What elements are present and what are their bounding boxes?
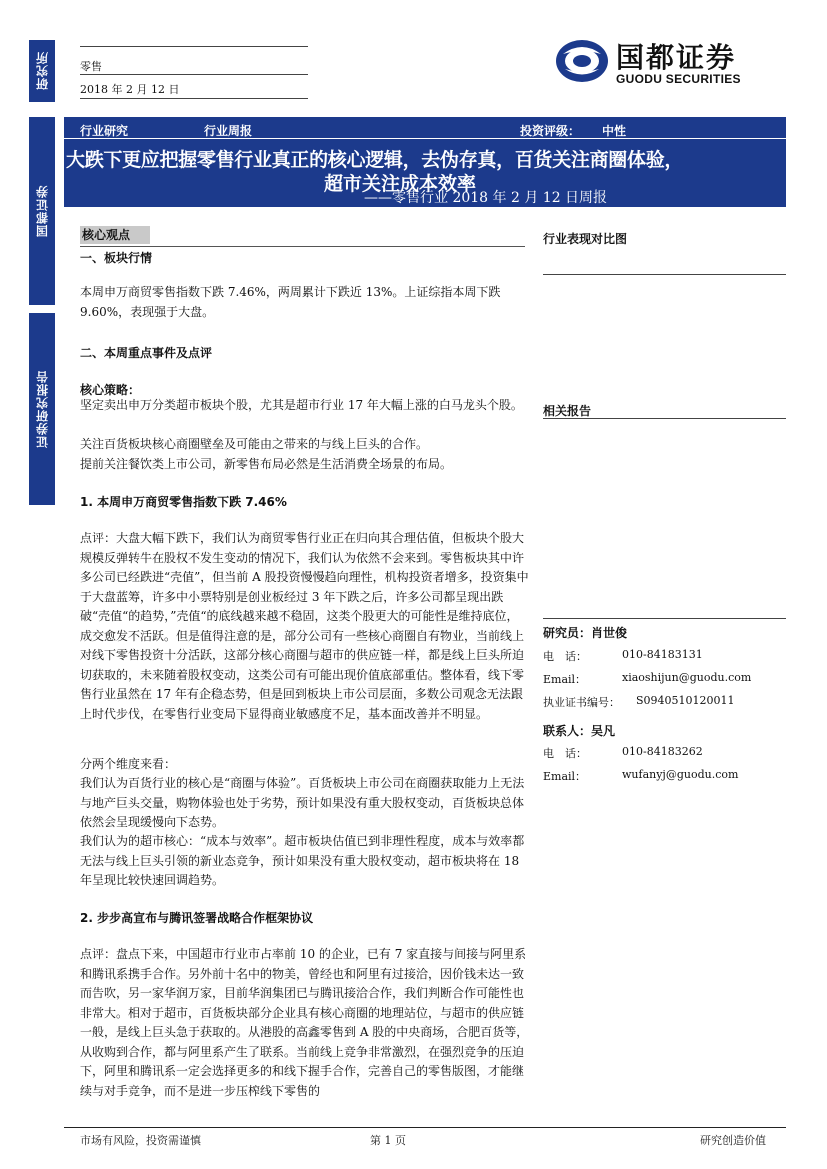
header-rule-bottom xyxy=(80,98,308,99)
section-title-market: 一、板块行情 xyxy=(80,251,153,265)
report-type: 行业周报 xyxy=(204,124,253,138)
logo-mark-icon xyxy=(553,34,611,88)
related-reports-rule-top xyxy=(543,418,786,419)
strategy-item-1: 坚定卖出申万分类超市板块个股，尤其是超市行业 17 年大幅上涨的白马龙头个股。 xyxy=(80,398,523,412)
analyst-email-label: Email： xyxy=(543,673,587,686)
contact-phone: 010-84183262 xyxy=(622,745,703,758)
event-1-title: 1. 本周申万商贸零售指数下跌 7.46% xyxy=(80,495,287,509)
report-title-line2: 超市关注成本效率 xyxy=(324,173,477,195)
perf-chart-rule xyxy=(543,274,786,275)
event-2-title: 2. 步步高宣布与腾讯签署战略合作框架协议 xyxy=(80,911,314,925)
event-1-department-store: 我们认为百货行业的核心是“商圈与体验”。百货板块上市公司在商圈获取能力上无法与地产巨头交量，购物体验也处于劣势，预计如果没有重大股权变动，百货板块总体依然会呈现缓慢向下态势。 xyxy=(80,776,525,829)
company-logo xyxy=(553,34,758,90)
analyst-phone-label: 电 话： xyxy=(543,650,587,663)
strategy-item-2: 关注百货板块核心商圈壁垒及可能由之带来的与线上巨头的合作。 xyxy=(80,437,429,451)
rating-label: 投资评级： xyxy=(520,124,581,138)
logo-name-cn: 国都证券 xyxy=(616,41,737,74)
cert-number: S0940510120011 xyxy=(636,694,735,707)
contact-phone-label: 电 话： xyxy=(543,747,587,760)
side-tab-label: 国都证券 xyxy=(35,185,50,237)
contact-name: 联系人：吴凡 xyxy=(543,724,616,738)
side-tab-label: 研究所 xyxy=(35,51,50,91)
strategy-item-3: 提前关注餐饮类上市公司，新零售布局必然是生活消费全场景的布局。 xyxy=(80,457,453,471)
footer-slogan: 研究创造价值 xyxy=(700,1134,766,1147)
market-summary: 本周申万商贸零售指数下跌 7.46%，两周累计下跌近 13%。上证综指本周下跌 9.60%，表现强于大盘。 xyxy=(80,285,501,319)
logo-name-en: GUODU SECURITIES xyxy=(616,72,741,86)
contact-email-label: Email： xyxy=(543,770,587,783)
report-category: 行业研究 xyxy=(80,124,129,138)
section-title-events: 二、本周重点事件及点评 xyxy=(80,346,213,360)
header-date: 2018 年 2 月 12 日 xyxy=(80,83,180,96)
related-reports-title: 相关报告 xyxy=(543,404,592,418)
side-tab-report-type xyxy=(29,313,55,505)
contact-email[interactable]: wufanyj@guodu.com xyxy=(622,768,739,781)
core-view-label: 核心观点 xyxy=(80,226,150,244)
footer-risk-note: 市场有风险，投资需谨慎 xyxy=(80,1134,201,1147)
rating-value: 中性 xyxy=(602,124,627,138)
cert-label: 执业证书编号： xyxy=(543,696,620,709)
related-reports-rule-bottom xyxy=(543,618,786,619)
header-sector: 零售 xyxy=(80,60,102,73)
report-subtitle: ——零售行业 2018 年 2 月 12 日周报 xyxy=(364,190,608,206)
side-tab-company xyxy=(29,117,55,305)
title-band xyxy=(64,117,786,207)
footer-rule xyxy=(64,1127,786,1128)
analyst-phone: 010-84183131 xyxy=(622,648,703,661)
event-2-clip xyxy=(80,945,530,1120)
side-tab-research-institute xyxy=(29,40,55,102)
analyst-email[interactable]: xiaoshijun@guodu.com xyxy=(622,671,752,684)
perf-chart-title: 行业表现对比图 xyxy=(543,232,628,246)
analyst-name: 研究员：肖世俊 xyxy=(543,626,628,640)
event-2-comment: 点评：盘点下来，中国超市行业市占率前 10 的企业，已有 7 家直接与间接与阿里系和腾讯系携手合作。另外前十名中的物美，曾经也和阿里有过接洽，因价钱未达一致而告吹，另一家华润万家，目前华润集团已与腾讯接洽合作，我们判断合作可能性也非常大。相对于超市，百货板块部分企业具有核心商圈的地理站位，与超市的供应链一般，是线上巨头急于获取的。从港股的高鑫零售到 A 股的中央商场，合肥百货等，从收购到合作，都与阿里系产生了联系。当前线上竞争非常激烈，在强烈竞争的压迫下，阿里和腾讯系一定会选择更多的和线下握手合作，完善自己的零售版图，才能继续与对手竞争，而不是进一步压榨线下零售的 xyxy=(80,947,529,1098)
report-title: 大跌下更应把握零售行业真正的核心逻辑，去伪存真，百货关注商圈体验， xyxy=(66,149,684,171)
strategy-title: 核心策略： xyxy=(80,383,141,397)
event-1-dimensions: 分两个维度来看： xyxy=(80,757,177,771)
band-divider xyxy=(64,138,786,139)
header-rule-top xyxy=(80,46,308,47)
side-tab-label: 证券研究报告 xyxy=(35,370,50,448)
core-view-rule xyxy=(80,246,525,247)
event-1-supermarket: 我们认为的超市核心：“成本与效率”。超市板块估值已到非理性程度，成本与效率都无法与线上巨头引领的新业态竞争，预计如果没有重大股权变动，超市板块将在 18 年呈现比较快速回调趋势。 xyxy=(80,834,525,887)
event-1-comment: 点评：大盘大幅下跌下，我们认为商贸零售行业正在归向其合理估值，但板块个股大规模反弹转牛在股权不发生变动的情况下，我们认为依然不会来到。零售板块其中许多公司已经跌进“壳值”，但当前 A 股投资慢慢趋向理性，机构投资者增多，投资集中于大盘蓝筹，许多中小票特别是创业板经过 3 年下跌之后，许多公司都呈现出跌破“壳值“的趋势，”壳值“的底线越来越不稳固，这类个股更大的可能性是维持底位，成交愈发不活跃。但是值得注意的是，部分公司有一些核心商圈自有物业，当前线上对线下零售投资十分活跃，这部分核心商圈与超市的供应链一样，都是线上巨头所迫切获取的，未来随着股权变动，这类公司有可能出现价值底部重估。整体看，线下零售行业虽然在 17 年有企稳态势，但是回到板块上市公司层面，多数公司观念无法跟上时代步伐，在零售行业变局下显得商业敏感度不足，基本面改善并不明显。 xyxy=(80,531,529,721)
footer-page-number: 第 1 页 xyxy=(370,1134,406,1147)
header-rule-middle xyxy=(80,74,308,75)
